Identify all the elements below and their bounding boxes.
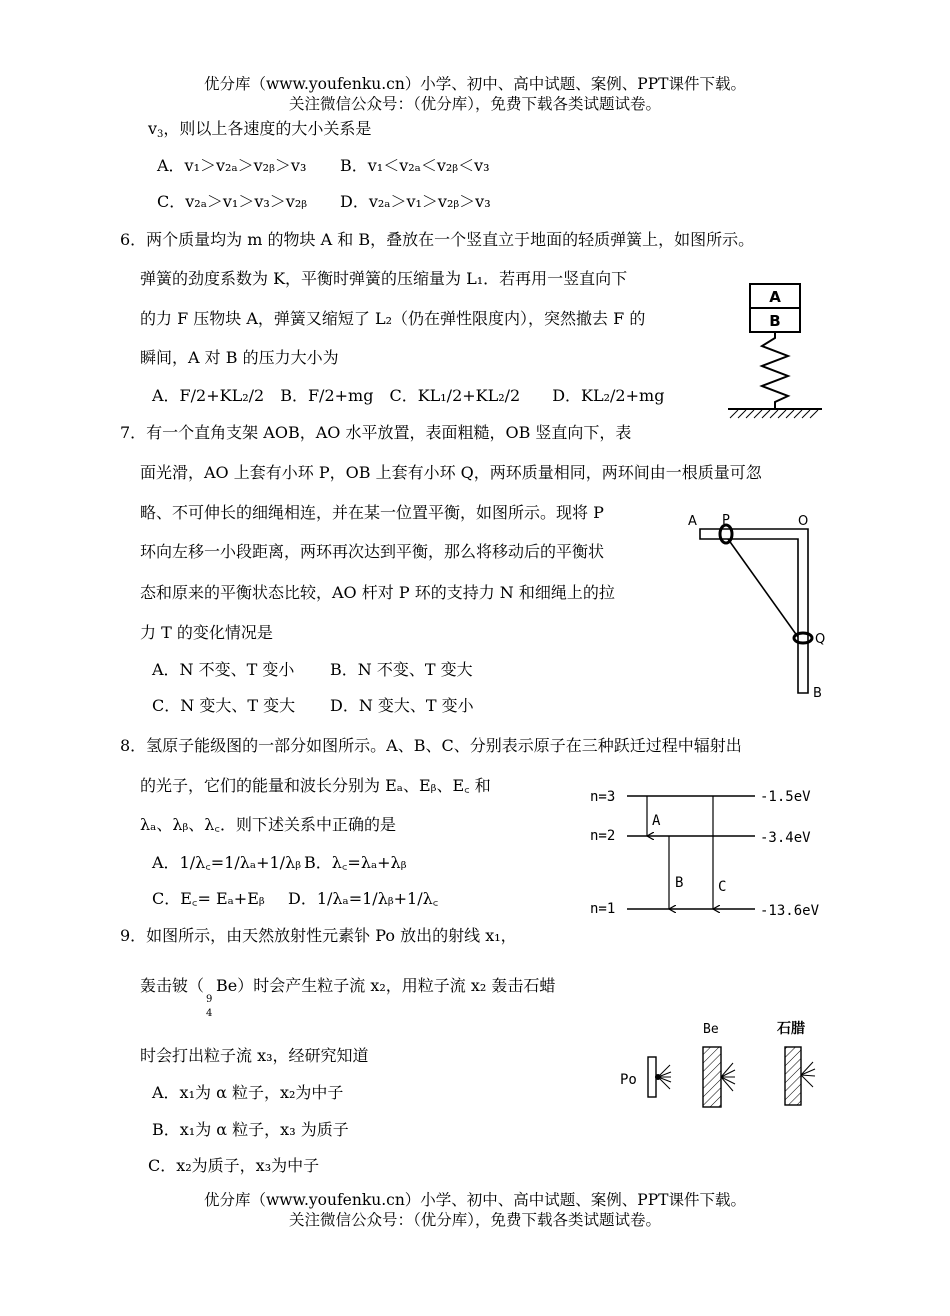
footer-line-2: 关注微信公众号：（优分库），免费下载各类试题试卷。 [288, 1211, 661, 1229]
be-target [703, 1047, 721, 1107]
be-rays [721, 1063, 735, 1091]
q8-stem-2: 的光子，它们的能量和波长分别为 Eₐ、Eᵦ、E꜀ 和 [140, 776, 491, 795]
label-p: P [722, 513, 730, 528]
transition-b-label: B [675, 875, 684, 891]
radiation-figure [615, 1015, 835, 1115]
q5-tail: $v_3$，则以上各速度的大小关系是 [148, 119, 372, 140]
level-2-energy: -3.4eV [760, 830, 811, 846]
level-3-energy: -1.5eV [760, 789, 811, 805]
q9-option-c: C．x₂为质子，x₃为中子 [148, 1156, 320, 1175]
ground-hatch [730, 410, 818, 418]
label-a: A [688, 514, 697, 529]
header-line-2: 关注微信公众号：（优分库），免费下载各类试题试卷。 [288, 95, 661, 113]
transition-a-label: A [652, 813, 661, 829]
q9-option-a: A．x₁为 α 粒子，x₂为中子 [152, 1083, 344, 1102]
q7-stem-4: 环向左移一小段距离，两环再次达到平衡，那么将移动后的平衡状 [140, 542, 605, 561]
q7-option-b: B．N 不变、T 变大 [330, 660, 473, 679]
q7-stem-2: 面光滑，AO 上套有小环 P，OB 上套有小环 Q，两环质量相同，两环间由一根质量可忽 [140, 463, 762, 482]
label-o: O [798, 514, 809, 529]
q7-stem-3: 略、不可伸长的细绳相连，并在某一位置平衡，如图所示。现将 P [140, 503, 604, 522]
q8-option-d: D．1/λₐ=1/λᵦ+1/λ꜀ [288, 889, 439, 908]
q9-stem-1: 9．如图所示，由天然放射性元素钋 Po 放出的射线 x₁， [120, 926, 517, 945]
po-rays [658, 1065, 671, 1089]
level-1-energy: -13.6eV [760, 903, 820, 919]
level-1-n: n=1 [590, 901, 616, 917]
q6-stem-2: 弹簧的劲度系数为 K，平衡时弹簧的压缩量为 L₁．若再用一竖直向下 [140, 269, 628, 288]
q7-option-a: A．N 不变、T 变小 [152, 660, 295, 679]
bracket-figure [680, 505, 830, 705]
q8-stem-1: 8．氢原子能级图的一部分如图所示。A、B、C、分别表示原子在三种跃迁过程中辐射出 [120, 736, 742, 755]
spring-figure [720, 280, 830, 425]
q8-stem-3: λₐ、λᵦ、λ꜀．则下述关系中正确的是 [140, 815, 396, 834]
block-b-label: B [769, 312, 781, 330]
q8-option-a: A．1/λ꜀=1/λₐ+1/λᵦ [152, 853, 302, 872]
po-label: Po [620, 1072, 637, 1088]
string [728, 539, 798, 637]
energy-level-diagram [585, 780, 835, 925]
q8-option-c: C．E꜀= Eₐ+Eᵦ [152, 889, 265, 908]
footer-line-1: 优分库（www.youfenku.cn）小学、初中、高中试题、案例、PPT课件下载。 [203, 1191, 747, 1209]
q6-options: A．F/2+KL₂/2 B．F/2+mg C．KL₁/2+KL₂/2 D．KL₂/2+mg [152, 386, 665, 405]
bracket-aob [700, 529, 808, 693]
q7-option-d: D．N 变大、T 变小 [330, 696, 474, 715]
level-3-n: n=3 [590, 789, 616, 805]
q8-option-b: B．λ꜀=λₐ+λᵦ [304, 853, 407, 872]
level-2-n: n=2 [590, 828, 616, 844]
label-q: Q [815, 632, 826, 647]
q6-stem-4: 瞬间，A 对 B 的压力大小为 [140, 348, 339, 367]
header-line-1: 优分库（www.youfenku.cn）小学、初中、高中试题、案例、PPT课件下载。 [203, 75, 747, 93]
q9-stem-3: 时会打出粒子流 x₃，经研究知道 [140, 1046, 369, 1065]
q7-option-c: C．N 变大、T 变大 [152, 696, 296, 715]
q9-option-b: B．x₁为 α 粒子，x₃ 为质子 [152, 1120, 349, 1139]
wax-label: 石腊 [777, 1021, 805, 1037]
transition-c-label: C [718, 879, 727, 895]
wax-target [785, 1047, 801, 1105]
q5-option-c: C．v₂ₐ＞v₁＞v₃＞v₂ᵦ [157, 192, 308, 211]
q6-stem-3: 的力 F 压物块 A，弹簧又缩短了 L₂（仍在弹性限度内），突然撤去 F 的 [140, 309, 646, 328]
wax-rays [801, 1062, 815, 1087]
spring [762, 332, 788, 408]
be-label: Be [703, 1022, 719, 1037]
q7-stem-6: 力 T 的变化情况是 [140, 623, 273, 642]
q5-option-a: A．v₁＞v₂ₐ＞v₂ᵦ＞v₃ [157, 156, 307, 175]
q6-stem-1: 6．两个质量均为 m 的物块 A 和 B，叠放在一个竖直立于地面的轻质弹簧上，如图所示。 [120, 230, 755, 249]
q5-option-d: D．v₂ₐ＞v₁＞v₂ᵦ＞v₃ [340, 192, 491, 211]
q9-stem-2: 轰击铍（ 9 4 Be）时会产生粒子流 x₂，用粒子流 x₂ 轰击石蜡 [140, 976, 556, 1019]
po-source [648, 1057, 656, 1097]
q7-stem-5: 态和原来的平衡状态比较，AO 杆对 P 环的支持力 N 和细绳上的拉 [140, 583, 615, 602]
q5-option-b: B．v₁＜v₂ₐ＜v₂ᵦ＜v₃ [340, 156, 490, 175]
block-a-label: A [769, 288, 781, 306]
label-b: B [813, 686, 822, 701]
q7-stem-1: 7．有一个直角支架 AOB，AO 水平放置，表面粗糙，OB 竖直向下，表 [120, 423, 632, 442]
